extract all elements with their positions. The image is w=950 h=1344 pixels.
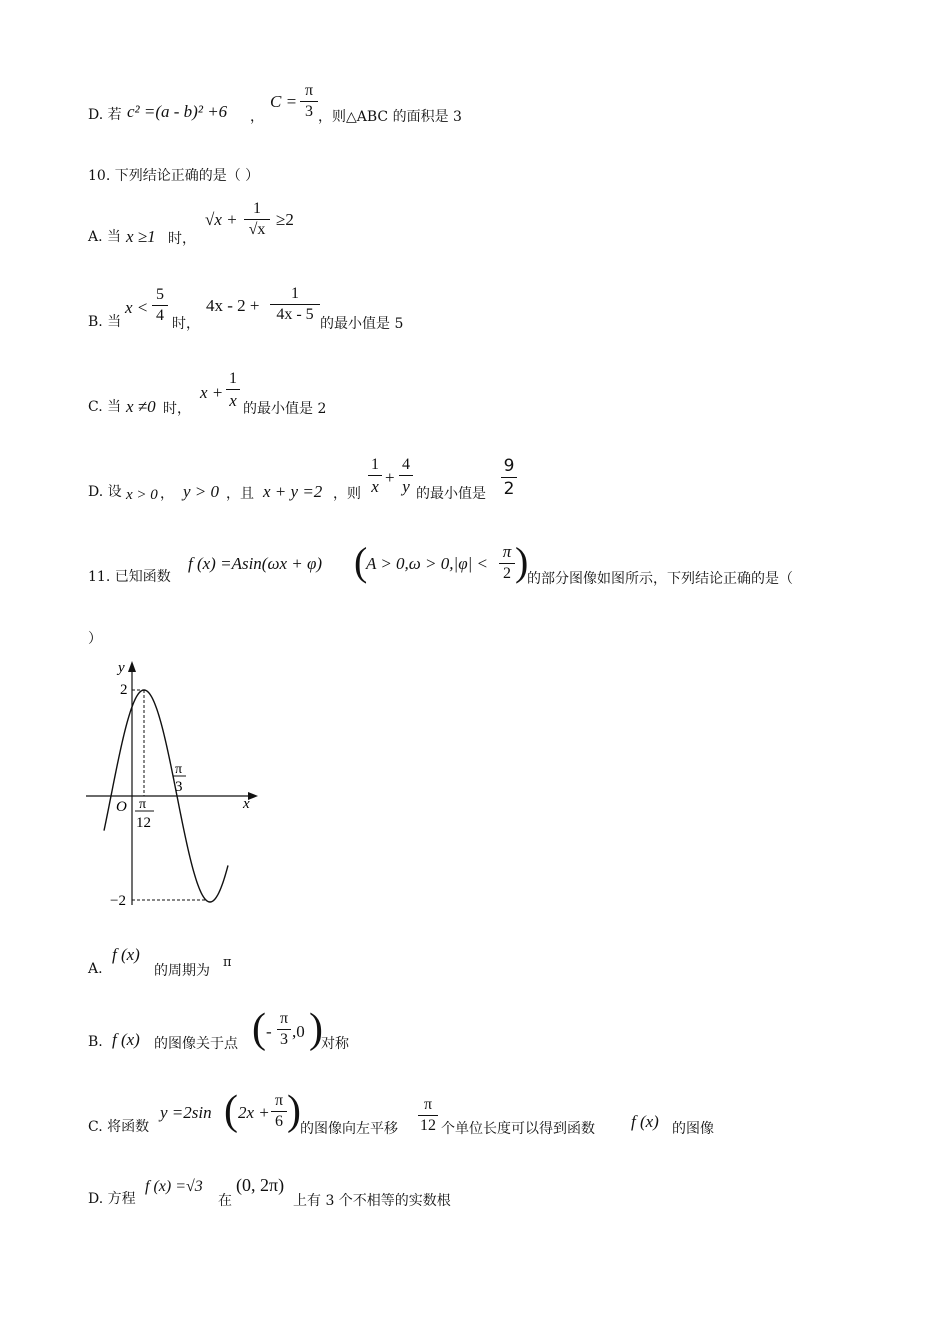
- q11-a-value: π: [223, 955, 232, 970]
- q10-d-plus: +: [385, 468, 395, 487]
- q10-d-sep1: ，: [160, 486, 174, 502]
- q11-c-paren-close: ): [287, 1088, 301, 1134]
- q11-c-argument: 2x +: [238, 1103, 270, 1122]
- x-axis-label: x: [243, 796, 250, 812]
- q11-function: f (x) =Asin(ωx + φ): [188, 554, 323, 573]
- q11-condition: A > 0,ω > 0,|φ| <: [366, 554, 488, 573]
- q9-expression: c² =(a - b)² +6: [127, 102, 228, 121]
- q11-c-function: y =2sin: [160, 1103, 212, 1122]
- q10-b-mid: 时，: [172, 316, 200, 332]
- q10-option-d-label: D. 设: [88, 484, 122, 500]
- q11-b-function: f (x): [112, 1030, 140, 1049]
- q11-b-sign: -: [266, 1022, 272, 1041]
- q10-a-expression: √x +: [205, 210, 238, 229]
- q10-c-fraction: 1 x: [226, 370, 240, 411]
- x-tick-pi-12-num: π: [139, 797, 147, 812]
- q10-a-condition: x ≥1: [126, 227, 156, 246]
- q11-option-c-label: C. 将函数: [88, 1119, 150, 1135]
- q9-condition-lhs: C =: [270, 92, 298, 111]
- x-tick-pi-3-den: 3: [175, 779, 183, 795]
- q10-d-condition-y: y > 0: [183, 482, 220, 501]
- q11-b-paren-close: ): [309, 1006, 323, 1052]
- q10-b-expression: 4x - 2 +: [206, 296, 260, 315]
- q11-c-paren-open: (: [224, 1088, 238, 1134]
- q10-a-mid: 时，: [168, 231, 196, 247]
- q11-option-b-label: B.: [88, 1034, 103, 1050]
- q11-b-paren-open: (: [252, 1006, 266, 1052]
- q10-c-mid: 时，: [163, 401, 191, 417]
- option-label: D. 若: [88, 107, 122, 123]
- q11-a-function: f (x): [112, 945, 140, 964]
- q11-d-mid: 在: [218, 1193, 232, 1209]
- q11-b-mid: 的图像关于点: [154, 1036, 238, 1052]
- q11-stem-prefix: 11. 已知函数: [88, 569, 171, 585]
- origin-label: O: [116, 799, 127, 815]
- q10-b-condition-lhs: x <: [125, 298, 149, 317]
- q9-option-d: [88, 106, 122, 124]
- q11-paren-close: ): [515, 539, 529, 584]
- q10-b-tail: 的最小值是 5: [320, 316, 404, 332]
- x-tick-pi-3-num: π: [175, 762, 183, 777]
- q10-d-answer-fraction: 9 2: [501, 456, 517, 499]
- q11-stem-suffix: 的部分图像如图所示，下列结论正确的是（: [527, 571, 793, 587]
- q11-option-d-label: D. 方程: [88, 1191, 136, 1207]
- q11-c-function-2: f (x): [631, 1112, 659, 1131]
- q10-a-fraction: 1 √x: [244, 200, 270, 239]
- q11-option-a-label: A.: [88, 961, 103, 977]
- q10-c-tail: 的最小值是 2: [243, 401, 327, 417]
- q11-d-equation: f (x) =√3: [145, 1178, 203, 1195]
- q11-paren-open: (: [354, 539, 368, 584]
- q10-stem: 10. 下列结论正确的是（ ）: [88, 168, 260, 184]
- q10-a-tail: ≥2: [276, 210, 294, 229]
- y-axis-label: y: [118, 660, 125, 676]
- q10-d-sep3: ，则: [333, 486, 361, 502]
- q10-d-sep2: ，且: [226, 486, 254, 502]
- q10-c-expression: x +: [200, 383, 224, 402]
- q11-d-tail: 上有 3 个不相等的实数根: [293, 1193, 451, 1209]
- q11-stem-close: ）: [88, 631, 102, 647]
- q11-c-argument-fraction: π 6: [271, 1092, 287, 1131]
- x-tick-pi-12-den: 12: [136, 815, 151, 831]
- q11-c-tail: 个单位长度可以得到函数: [441, 1121, 595, 1137]
- q9-condition-fraction: π 3: [300, 82, 318, 121]
- q11-condition-fraction: π 2: [499, 542, 515, 583]
- sine-graph: [80, 655, 280, 915]
- q10-c-condition: x ≠0: [126, 397, 156, 416]
- q11-b-point-tail: ,0: [292, 1022, 305, 1041]
- q9-suffix: ，则△ABC 的面积是 3: [318, 109, 462, 125]
- q11-c-tail-2: 的图像: [672, 1121, 714, 1137]
- q10-b-fraction: 1 4x - 5: [270, 285, 320, 324]
- q11-b-point-fraction: π 3: [277, 1010, 291, 1049]
- q10-option-a-label: A. 当: [88, 229, 122, 245]
- q9-separator: ，: [250, 109, 264, 125]
- y-min-label: −2: [110, 893, 126, 909]
- q11-c-shift-fraction: π 12: [420, 1096, 436, 1134]
- y-max-label: 2: [120, 682, 128, 698]
- q10-b-condition-fraction: 5 4: [152, 286, 168, 325]
- q11-d-interval: (0, 2π): [236, 1175, 285, 1195]
- q10-d-tail: 的最小值是: [416, 486, 486, 502]
- q10-d-fraction-2: 4 y: [399, 456, 413, 497]
- q10-d-fraction-1: 1 x: [368, 456, 382, 497]
- q11-a-tail: 的周期为: [154, 963, 210, 979]
- q10-option-b-label: B. 当: [88, 314, 122, 330]
- q10-option-c-label: C. 当: [88, 399, 122, 415]
- q11-b-tail: 对称: [321, 1036, 349, 1052]
- q11-c-mid: 的图像向左平移: [300, 1121, 398, 1137]
- q10-d-condition-sum: x + y =2: [263, 482, 323, 501]
- q10-d-condition-x: x > 0: [126, 487, 158, 503]
